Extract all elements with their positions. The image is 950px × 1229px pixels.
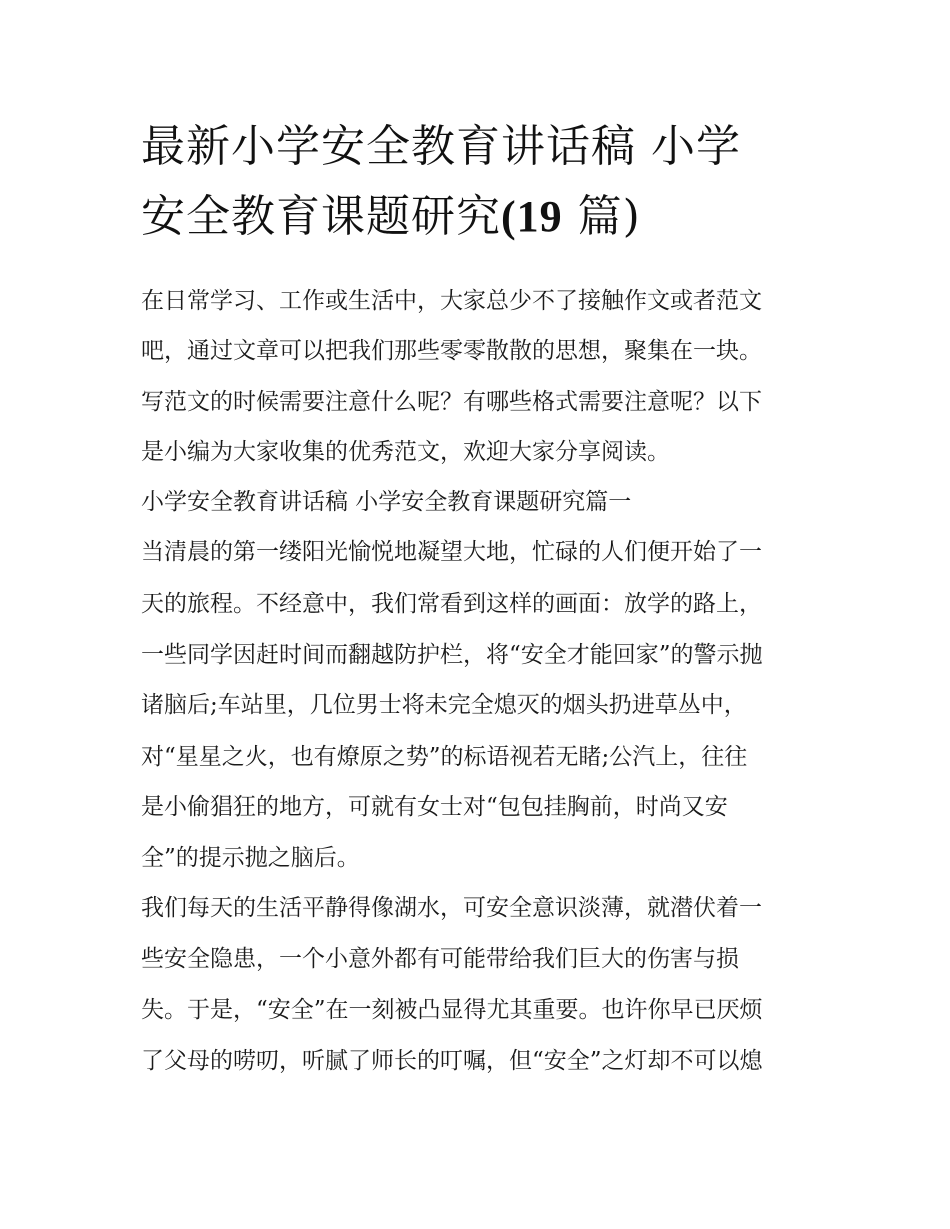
paragraph-2-line-2: 些安全隐患，一个小意外都有可能带给我们巨大的伤害与损 [141, 946, 739, 972]
paragraph-2-line-4: 了父母的唠叨，听腻了师长的叮嘱，但“安全”之灯却不可以熄 [141, 1048, 763, 1074]
intro-line-2: 吧，通过文章可以把我们那些零零散散的思想，聚集在一块。 [141, 338, 762, 364]
paragraph-1-line-1: 当清晨的第一缕阳光愉悦地凝望大地，忙碌的人们便开始了一 [141, 539, 762, 565]
paragraph-2-line-3: 失。于是，“安全”在一刻被凸显得尤其重要。也许你早已厌烦 [141, 997, 763, 1023]
title-line-2-text: 安全教育课题研究 [141, 191, 501, 242]
paragraph-1-line-4: 诸脑后;车站里，几位男士将未完全熄灭的烟头扔进草丛中， [141, 692, 747, 718]
paragraph-1-line-5: 对“星星之火，也有燎原之势”的标语视若无睹;公汽上，往往 [141, 744, 748, 770]
intro-line-4: 是小编为大家收集的优秀范文，欢迎大家分享阅读。 [141, 439, 670, 465]
paragraph-1-line-6: 是小偷猖狂的地方，可就有女士对“包包挂胸前，时尚又安 [141, 794, 728, 820]
title-line-2-suffix: 篇) [562, 191, 641, 242]
paragraph-1-line-2: 天的旅程。不经意中，我们常看到这样的画面：放学的路上， [141, 591, 762, 617]
title-open-paren: ( [501, 192, 517, 241]
title-count: 19 [516, 192, 563, 241]
intro-line-3: 写范文的时候需要注意什么呢？有哪些格式需要注意呢？以下 [141, 389, 762, 415]
section-heading: 小学安全教育讲话稿 小学安全教育课题研究篇一 [141, 489, 632, 515]
title-line-1: 最新小学安全教育讲话稿 小学 [141, 121, 741, 172]
intro-line-1: 在日常学习、工作或生活中，大家总少不了接触作文或者范文 [141, 288, 762, 314]
paragraph-2-line-1: 我们每天的生活平静得像湖水，可安全意识淡薄，就潜伏着一 [141, 895, 762, 921]
document-title [141, 112, 821, 252]
paragraph-1-line-7: 全”的提示抛之脑后。 [141, 845, 360, 871]
paragraph-1-line-3: 一些同学因赶时间而翻越防护栏，将“安全才能回家”的警示抛 [141, 642, 763, 668]
